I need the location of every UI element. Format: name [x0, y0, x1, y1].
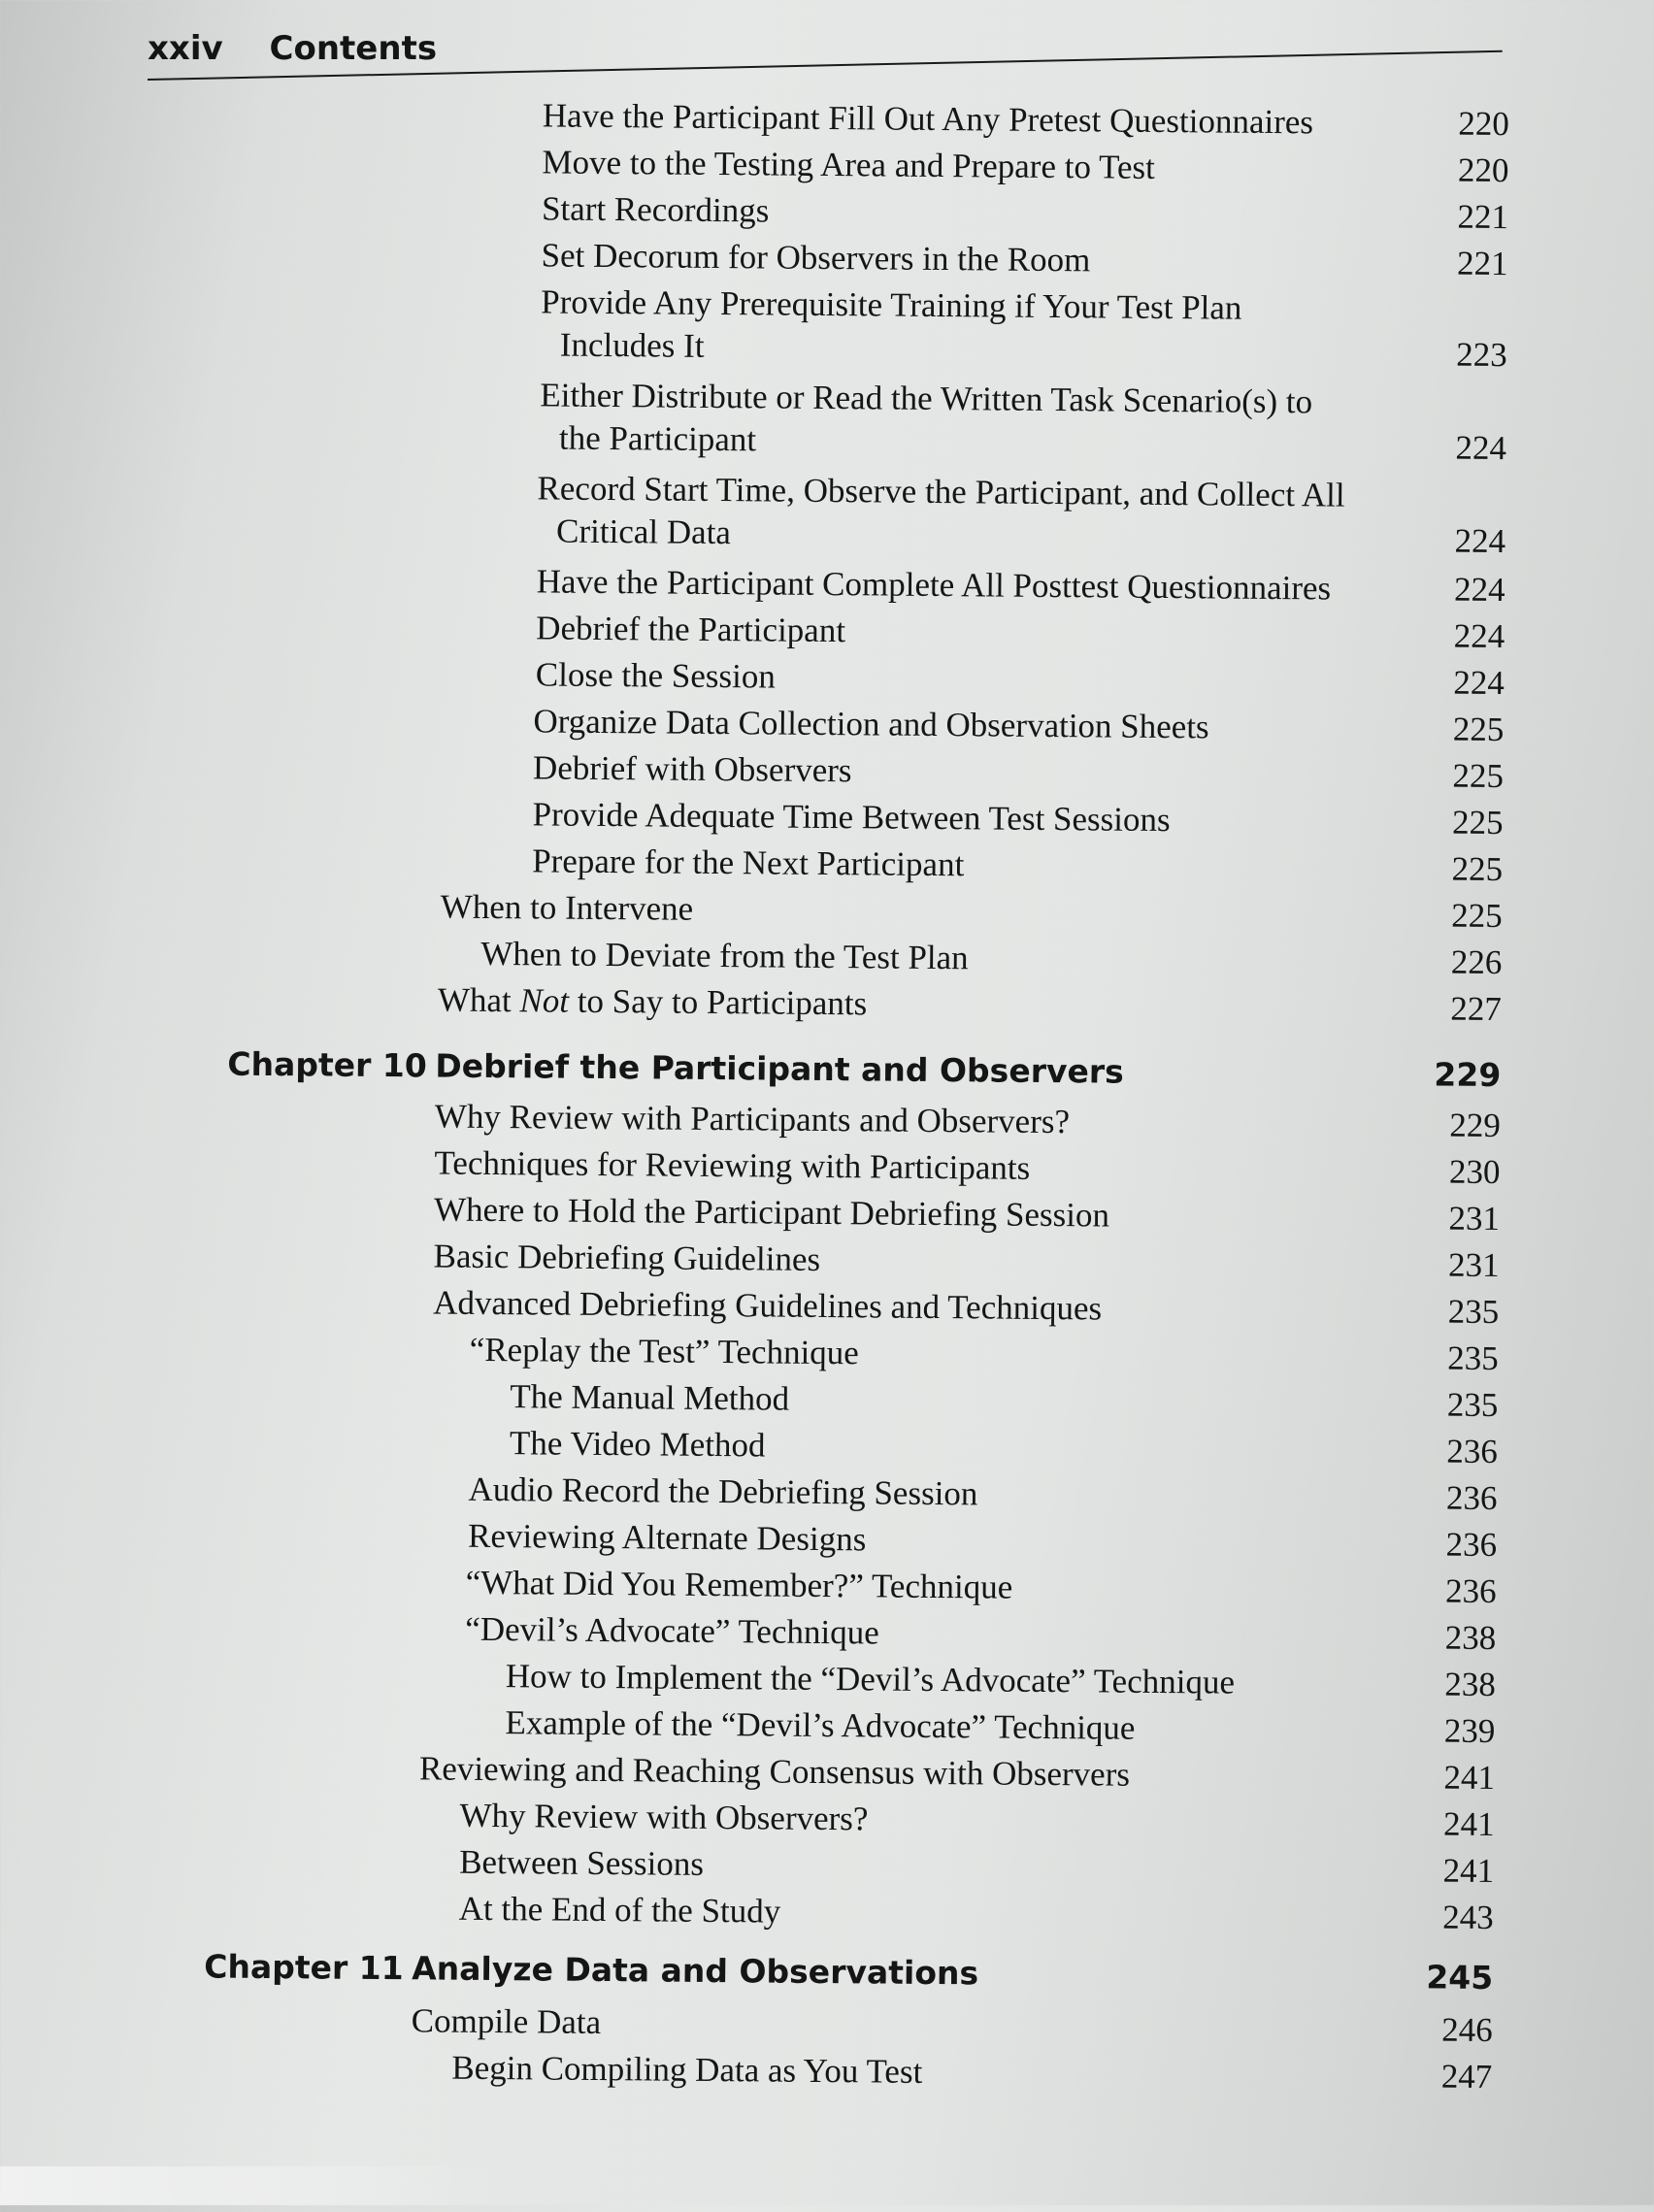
toc-entry-page: 226: [1450, 942, 1503, 982]
toc-entry-title: “What Did You Remember?” Technique: [465, 1563, 1013, 1606]
toc-entry-title: Advanced Debriefing Guidelines and Techniques: [433, 1283, 1103, 1328]
toc-entry-title: At the End of the Study: [458, 1889, 781, 1931]
toc-entry-page: 231: [1448, 1199, 1501, 1238]
toc-entry-title: “Replay the Test” Technique: [469, 1330, 859, 1372]
toc-entry-title: Why Review with Observers?: [459, 1796, 869, 1838]
toc-entry-page: 221: [1456, 244, 1508, 283]
toc-entry-page: 236: [1445, 1525, 1498, 1565]
chapter-label: Chapter 11: [204, 1947, 404, 1988]
toc-entry-title: The Video Method: [509, 1424, 766, 1465]
toc-entry-page: 224: [1455, 428, 1507, 468]
toc-entry-page: 229: [1449, 1106, 1502, 1145]
toc-entry-page: 241: [1442, 1804, 1495, 1844]
toc-entry-title: Have the Participant Complete All Posttest Questionnaires: [536, 562, 1332, 608]
toc-entry-title: Why Review with Participants and Observers?: [434, 1097, 1071, 1141]
toc-entry-page: 235: [1446, 1385, 1499, 1425]
toc-entry-title: Between Sessions: [459, 1842, 705, 1883]
toc-entry-page: 220: [1457, 150, 1509, 190]
toc-chapter: [0, 1942, 1644, 2003]
toc-entry-title: “Devil’s Advocate” Technique: [465, 1609, 879, 1652]
chapter-page: 245: [1426, 1958, 1494, 1997]
toc-entry-title: Close the Session: [535, 655, 776, 696]
toc-entry-page: 236: [1446, 1432, 1499, 1471]
chapter-title: Debrief the Participant and Observers: [435, 1046, 1124, 1091]
toc-entry-title: Example of the “Devil’s Advocate” Technique: [505, 1703, 1136, 1747]
header-page-number: xxiv: [148, 29, 223, 68]
toc-entry-title: How to Implement the “Devil’s Advocate” Technique: [505, 1657, 1236, 1701]
toc-entry-page: 247: [1440, 2057, 1493, 2096]
toc-entry-page: 227: [1450, 989, 1503, 1029]
chapter-title: Analyze Data and Observations: [412, 1949, 979, 1993]
toc-entry-title: Prepare for the Next Participant: [532, 842, 965, 884]
toc-entry-title: When to Intervene: [440, 887, 694, 928]
toc-entry-title: Where to Hold the Participant Debriefing Session: [433, 1190, 1110, 1235]
toc-entry-page: 224: [1453, 663, 1505, 703]
toc-entry-page: 241: [1443, 1758, 1496, 1798]
toc-entry-title: Compile Data: [411, 2001, 602, 2042]
toc-entry-title: When to Deviate from the Test Plan: [480, 934, 969, 977]
toc-entry-title: Set Decorum for Observers in the Room: [541, 236, 1091, 280]
toc-entry-page: 246: [1441, 2010, 1493, 2050]
toc-entry-page: 223: [1456, 335, 1507, 375]
toc-entry-page: 243: [1442, 1898, 1494, 1937]
toc-entry-page: 220: [1458, 104, 1510, 144]
toc-entry-title: Organize Data Collection and Observation Sheets: [533, 702, 1209, 746]
toc-entry-page: 231: [1447, 1245, 1500, 1285]
header-title: Contents: [269, 29, 438, 68]
toc-entry-title: Reviewing Alternate Designs: [467, 1516, 867, 1559]
toc-entry-page: 225: [1452, 710, 1505, 749]
toc-entry-title: Reviewing and Reaching Consensus with Observers: [418, 1749, 1131, 1794]
toc-entry-title: Audio Record the Debriefing Session: [468, 1469, 978, 1513]
toc-entry-page: 225: [1451, 803, 1504, 842]
page-edge-highlight: [0, 2166, 505, 2205]
toc-entry-page: 225: [1452, 756, 1505, 796]
toc-entry-title: What Not to Say to Participants: [437, 980, 868, 1023]
toc-entry-title-continuation: the Participant: [558, 418, 757, 459]
toc-entry-page: 236: [1444, 1571, 1497, 1611]
toc-entry-page: 235: [1447, 1292, 1500, 1332]
chapter-page: 229: [1434, 1055, 1502, 1095]
toc-entry-title: Begin Compiling Data as You Test: [451, 2048, 923, 2091]
toc-entry-page: 221: [1457, 197, 1509, 237]
toc-entry-title: Provide Any Prerequisite Training if Your Test Plan: [541, 282, 1242, 327]
toc-entry-title: Debrief with Observers: [532, 748, 852, 790]
toc-entry-title: Techniques for Reviewing with Participants: [434, 1143, 1031, 1187]
toc-entry-title-continuation: Critical Data: [555, 512, 732, 552]
toc-entry-title: The Manual Method: [510, 1377, 790, 1418]
toc-entry-page: 238: [1444, 1665, 1496, 1704]
toc-entry-page: 224: [1453, 616, 1505, 656]
toc-entry-title-continuation: Includes It: [559, 325, 705, 365]
toc-entry-page: 230: [1448, 1152, 1501, 1192]
toc-entry-title: Basic Debriefing Guidelines: [433, 1237, 821, 1278]
toc-entry-title: Debrief the Participant: [536, 609, 846, 650]
toc-entry-page: 235: [1447, 1338, 1499, 1378]
toc-entry: [3, 461, 1654, 567]
toc-entry-title: Either Distribute or Read the Written Task Scenario(s) to: [540, 376, 1313, 421]
toc-entry: [5, 275, 1654, 380]
toc-entry-title: Have the Participant Fill Out Any Pretest Questionnaires: [542, 96, 1314, 142]
toc-entry: [4, 368, 1654, 474]
toc-entry-page: 236: [1445, 1478, 1498, 1518]
toc-entry-page: 238: [1444, 1618, 1497, 1658]
toc-entry-page: 224: [1454, 521, 1506, 561]
toc-entry-page: 241: [1442, 1851, 1495, 1891]
chapter-label: Chapter 10: [227, 1044, 427, 1085]
toc-entry-title: Move to the Testing Area and Prepare to Test: [542, 143, 1156, 186]
toc-entry-title: Start Recordings: [541, 189, 770, 230]
toc-entry-page: 239: [1443, 1711, 1496, 1751]
toc-entry-page: 224: [1453, 570, 1505, 610]
toc-entry-title: Provide Adequate Time Between Test Sessions: [532, 795, 1171, 840]
toc-entry-page: 225: [1451, 896, 1503, 936]
toc-entry-page: 225: [1451, 849, 1504, 889]
toc-entry-title: Record Start Time, Observe the Participant, and Collect All: [537, 469, 1345, 514]
